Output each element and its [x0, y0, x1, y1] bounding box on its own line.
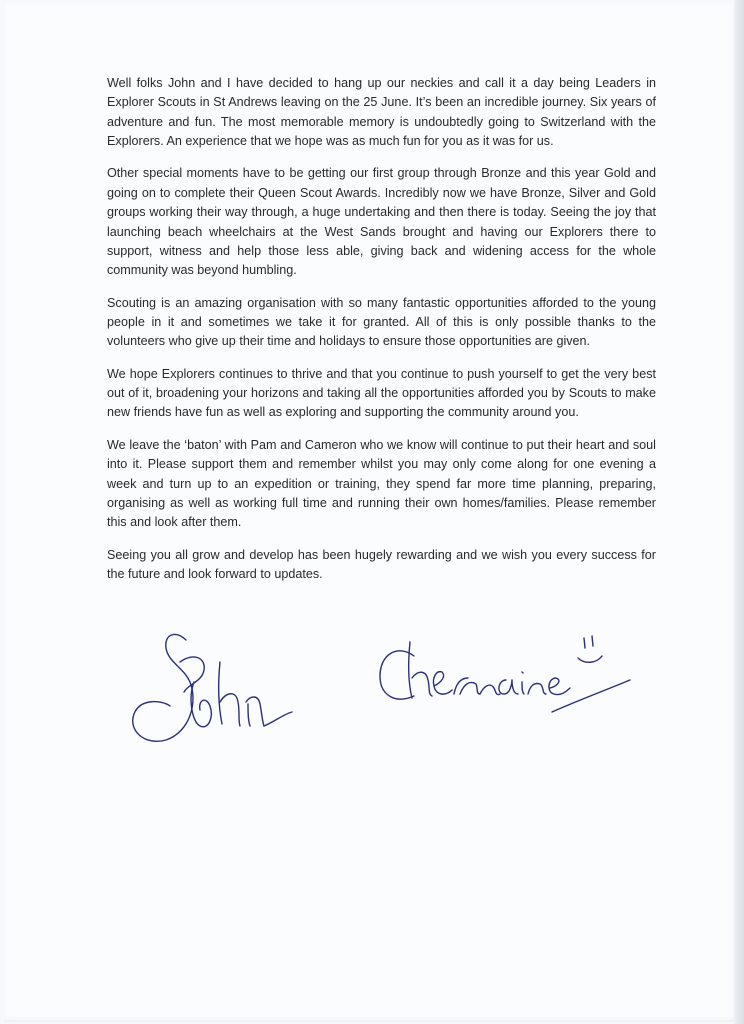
paragraph-6: Seeing you all grow and develop has been hugely rewarding and we wish you every success for the future and look forward to updates.: [107, 547, 656, 581]
page-edge-shadow: [734, 0, 744, 1024]
signature-chermaine: [380, 636, 630, 712]
paragraph-5: We leave the ‘baton’ with Pam and Cameron who we know will continue to put their heart and soul into it. Please support them and remember whilst you may only come along for one evening a week and turn up to an expedition or training, they spend far more time planning, preparing, organising as well as working full time and running their own homes/families. Please remember this and look after them.: [107, 437, 656, 530]
paragraph-3: Scouting is an amazing organisation with so many fantastic opportunities afforded to the young people in it and sometimes we take it for granted. All of this is only possible thanks to the volunteers who give up their time and holidays to ensure those opportunities are given.: [107, 295, 656, 349]
signatures-svg: [114, 622, 654, 752]
paragraph-4: We hope Explorers continues to thrive and that you continue to push yourself to get the very best out of it, broadening your horizons and taking all the opportunities afforded you by Scouts to make new friends have fun as well as exploring and supporting the community around you.: [107, 366, 656, 420]
paragraph-2: Other special moments have to be getting our first group through Bronze and this year Gold and going on to complete their Queen Scout Awards. Incredibly now we have Bronze, Silver and Gold groups working their way through, a huge undertaking and then there is today. Seeing the joy that launching beach wheelchairs at the West Sands brought and having our Explorers there to support, witness and help those less able, giving back and widening access for the whole community was beyond humbling.: [107, 166, 656, 278]
signature-john: [133, 634, 292, 741]
signature-block: [114, 622, 654, 752]
letter-page: [4, 2, 740, 1022]
paragraph-1: Well folks John and I have decided to hang up our neckies and call it a day being Leaders in Explorer Scouts in St Andrews leaving on the 25 June. It’s been an incredible journey. Six years of adventure and fun. The most memorable memory is undoubtedly going to Switzerland with the Explorers. An experience that we hope was as much fun for you as it was for us.: [107, 76, 656, 149]
letter-body: [107, 74, 656, 597]
